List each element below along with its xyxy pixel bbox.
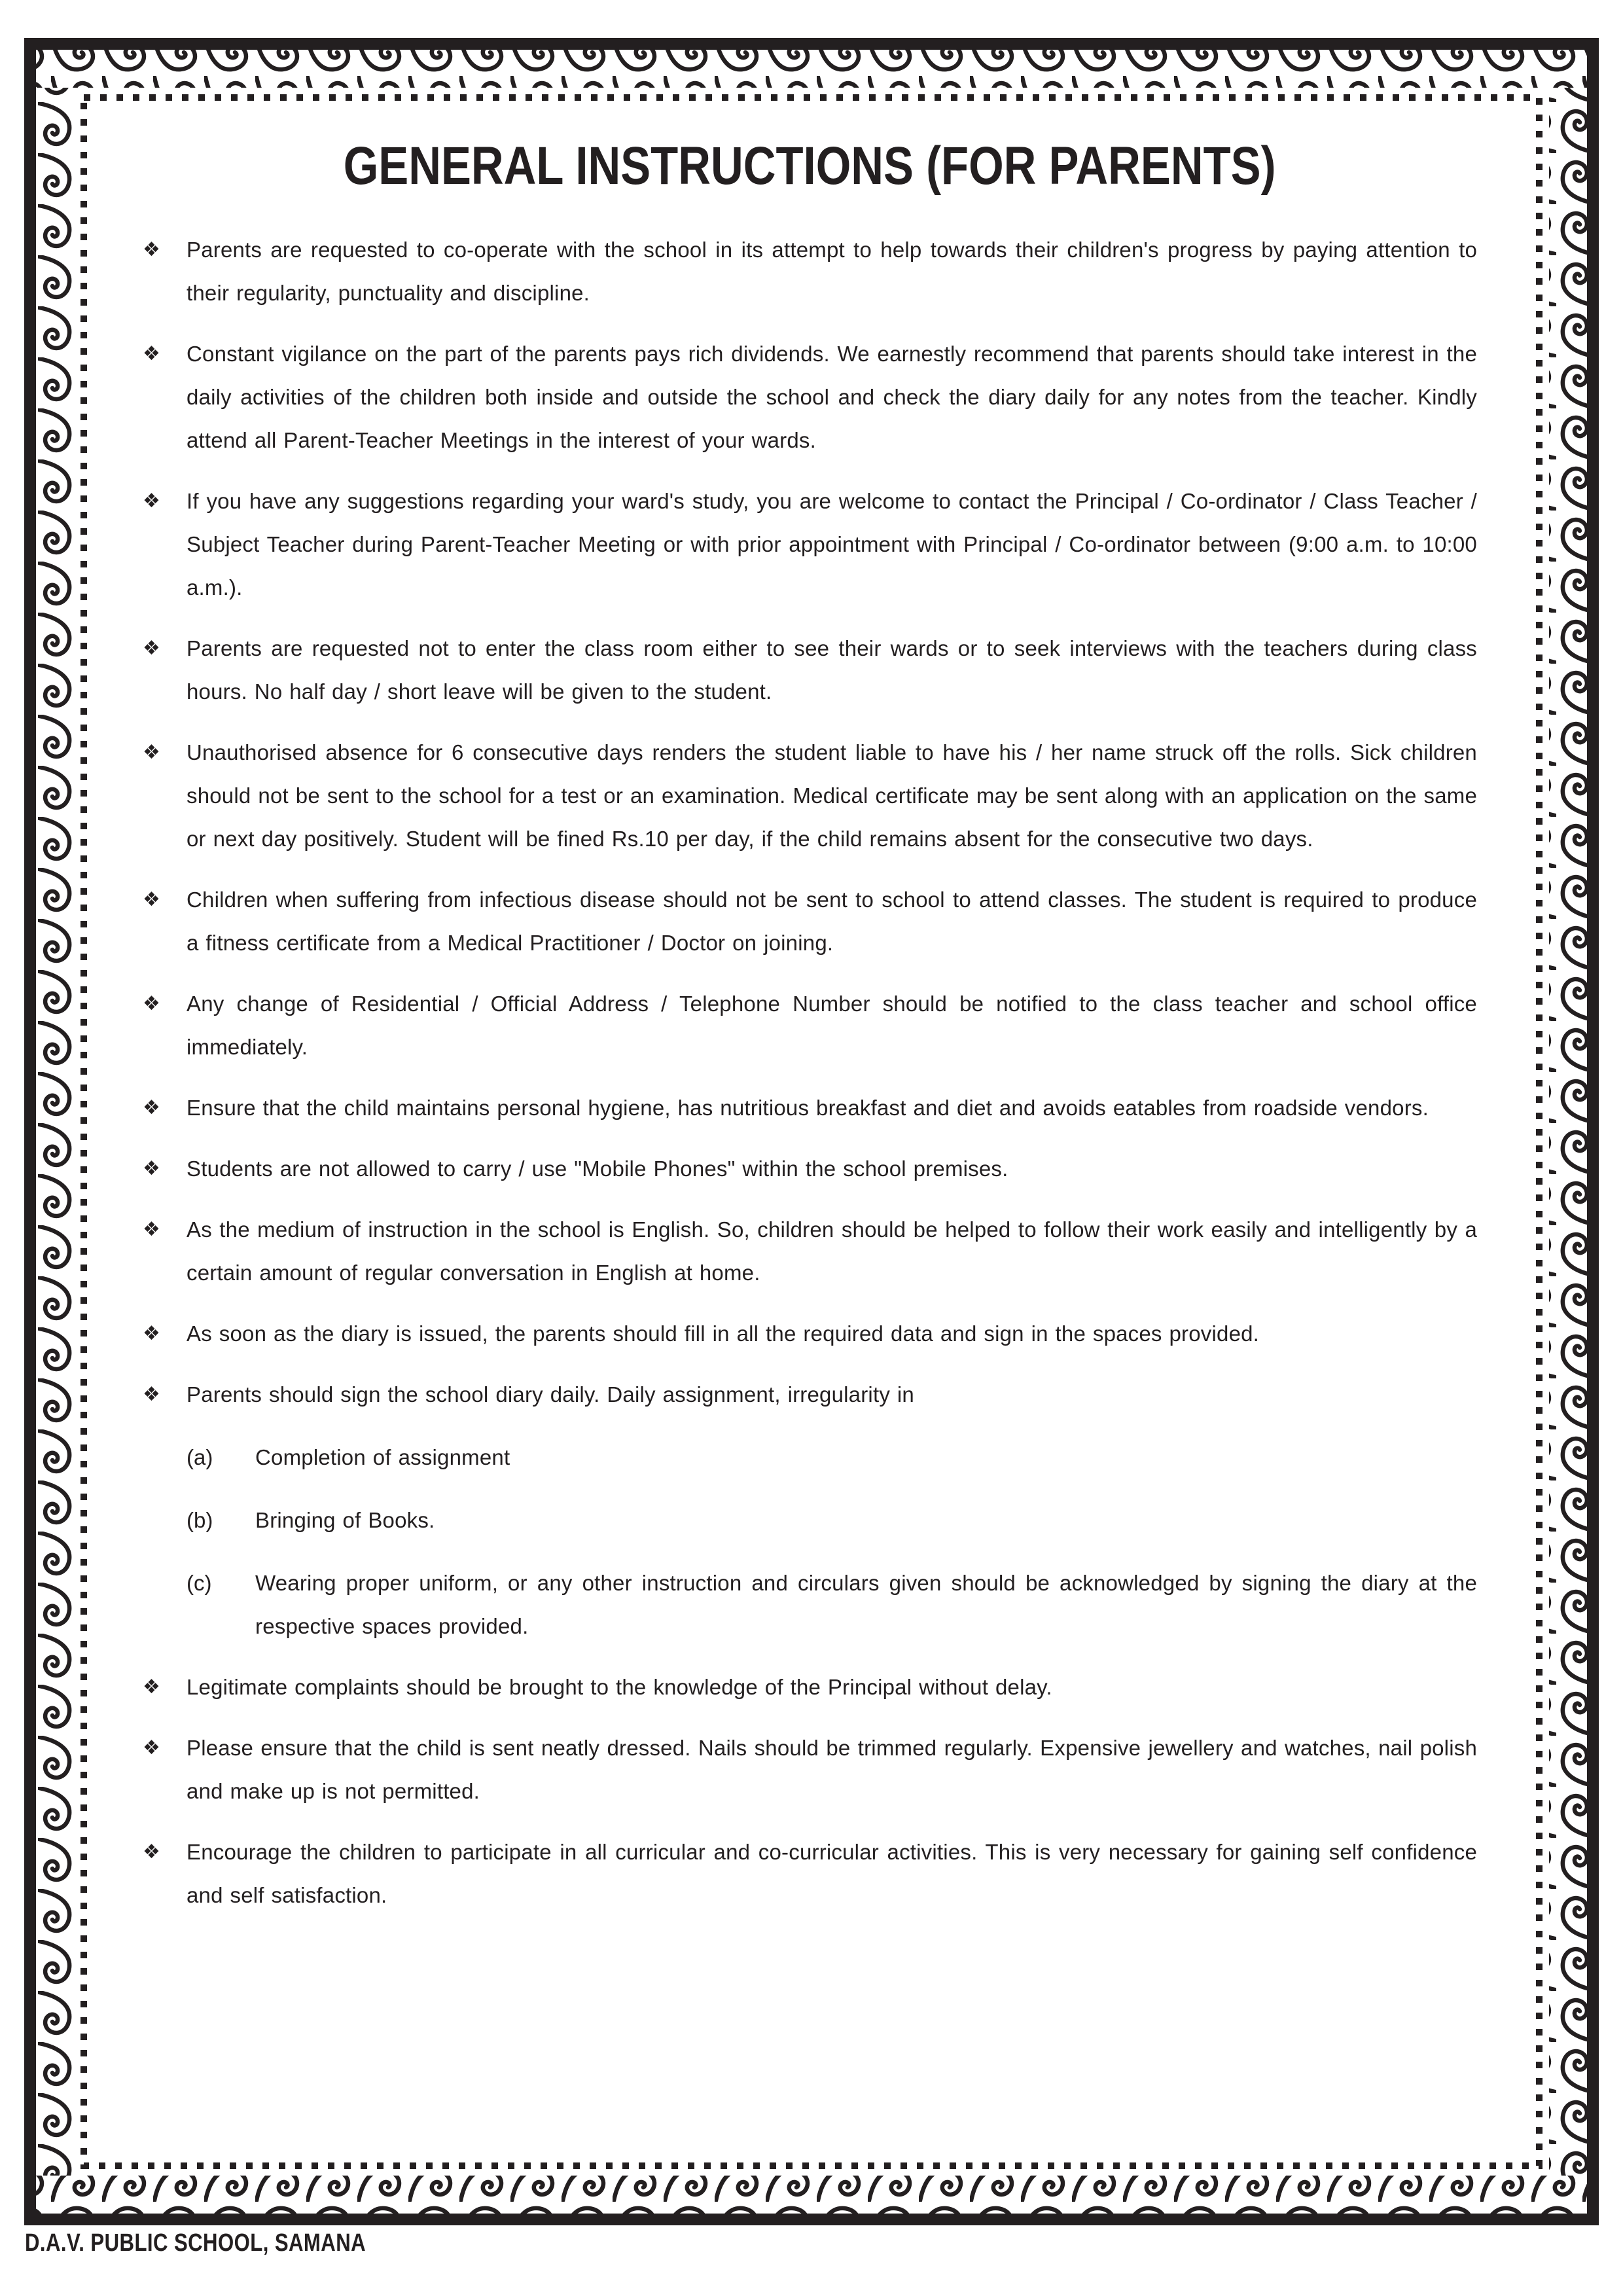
bullet-diamond-icon: ❖: [143, 1736, 160, 1759]
instruction-text: Please ensure that the child is sent neatly dressed. Nails should be trimmed regularly. Expensive jewellery and watches, nail polish and make up is not permitted.: [187, 1736, 1477, 1803]
school-name-footer: D.A.V. PUBLIC SCHOOL, SAMANA: [25, 2229, 366, 2257]
instruction-text: Parents are requested not to enter the class room either to see their wards or to seek interviews with the teachers during class hours. No half day / short leave will be given to the student.: [187, 636, 1477, 704]
bullet-diamond-icon: ❖: [143, 741, 160, 764]
bullet-diamond-icon: ❖: [143, 1218, 160, 1241]
sub-item-text: Completion of assignment: [255, 1445, 510, 1469]
instruction-text: Ensure that the child maintains personal hygiene, has nutritious breakfast and diet and avoids eatables from roadside vendors.: [187, 1096, 1429, 1120]
list-item: [143, 1666, 1477, 1709]
list-item: [143, 731, 1477, 861]
bullet-diamond-icon: ❖: [143, 1840, 160, 1863]
instruction-text: Children when suffering from infectious disease should not be sent to school to attend classes. The student is required to produce a fitness certificate from a Medical Practitioner / Doctor on joining.: [187, 888, 1477, 955]
bullet-diamond-icon: ❖: [143, 992, 160, 1015]
sub-item-label: (c): [187, 1571, 212, 1595]
instruction-text: As soon as the diary is issued, the parents should fill in all the required data and sign in the spaces provided.: [187, 1321, 1260, 1346]
instruction-text: Legitimate complaints should be brought to the knowledge of the Principal without delay.: [187, 1675, 1052, 1699]
instruction-text: As the medium of instruction in the school is English. So, children should be helped to follow their work easily and intelligently by a certain amount of regular conversation in English at home.: [187, 1217, 1477, 1285]
sub-item-text: Wearing proper uniform, or any other instruction and circulars given should be acknowledged by signing the diary at the respective spaces provided.: [255, 1571, 1477, 1638]
list-item: [143, 1831, 1477, 1917]
list-item: [143, 1208, 1477, 1295]
bullet-diamond-icon: ❖: [143, 1383, 160, 1406]
sub-item-label: (a): [187, 1445, 213, 1469]
list-item: [143, 1086, 1477, 1130]
sub-item: [187, 1436, 1477, 1479]
list-item: [143, 878, 1477, 965]
sub-item: [187, 1499, 1477, 1542]
instruction-text: Constant vigilance on the part of the parents pays rich dividends. We earnestly recommend that parents should take interest in the daily activities of the children both inside and outside the school and check the diary daily for any notes from the teacher. Kindly attend all Parent-Teacher Meetings in the interest of your wards.: [187, 342, 1477, 452]
list-item: [143, 480, 1477, 609]
instruction-text: Unauthorised absence for 6 consecutive days renders the student liable to have his / her name struck off the rolls. Sick children should not be sent to the school for a test or an examination. Medical certificate may be sent along with an application on the same or next day positively. Student will be fined Rs.10 per day, if the child remains absent for the consecutive two days.: [187, 740, 1477, 851]
list-item: [143, 1147, 1477, 1191]
bullet-diamond-icon: ❖: [143, 1676, 160, 1698]
bullet-diamond-icon: ❖: [143, 637, 160, 660]
bullet-diamond-icon: ❖: [143, 1322, 160, 1345]
list-item: [143, 1312, 1477, 1355]
page-content: [84, 98, 1539, 2166]
bullet-diamond-icon: ❖: [143, 888, 160, 911]
bullet-diamond-icon: ❖: [143, 342, 160, 365]
sub-item-text: Bringing of Books.: [255, 1508, 435, 1532]
sub-item-label: (b): [187, 1508, 213, 1532]
bullet-diamond-icon: ❖: [143, 1096, 160, 1119]
instruction-text: Encourage the children to participate in all curricular and co-curricular activities. This is very necessary for gaining self confidence and self satisfaction.: [187, 1840, 1477, 1907]
list-item: [143, 982, 1477, 1069]
list-item: [143, 1727, 1477, 1813]
instruction-text: If you have any suggestions regarding your ward's study, you are welcome to contact the Principal / Co-ordinator / Class Teacher / Subject Teacher during Parent-Teacher Meeting or with prior appointment with Principal / Co-ordinator between (9:00 a.m. to 10:00 a.m.).: [187, 489, 1477, 600]
list-item: [143, 627, 1477, 713]
bullet-diamond-icon: ❖: [143, 238, 160, 261]
sub-list: [187, 1436, 1477, 1648]
bullet-diamond-icon: ❖: [143, 1157, 160, 1180]
list-item: [143, 1373, 1477, 1648]
list-item: [143, 332, 1477, 462]
instruction-text: Parents should sign the school diary daily. Daily assignment, irregularity in: [187, 1382, 914, 1407]
instruction-text: Parents are requested to co-operate with the school in its attempt to help towards their children's progress by paying attention to their regularity, punctuality and discipline.: [187, 238, 1477, 305]
sub-item: [187, 1562, 1477, 1648]
instruction-text: Students are not allowed to carry / use "Mobile Phones" within the school premises.: [187, 1157, 1008, 1181]
instructions-list: [143, 228, 1477, 1917]
page-title: GENERAL INSTRUCTIONS (FOR PARENTS): [344, 136, 1276, 196]
bullet-diamond-icon: ❖: [143, 490, 160, 512]
instruction-text: Any change of Residential / Official Address / Telephone Number should be notified to the class teacher and school office immediately.: [187, 992, 1477, 1059]
list-item: [143, 228, 1477, 315]
